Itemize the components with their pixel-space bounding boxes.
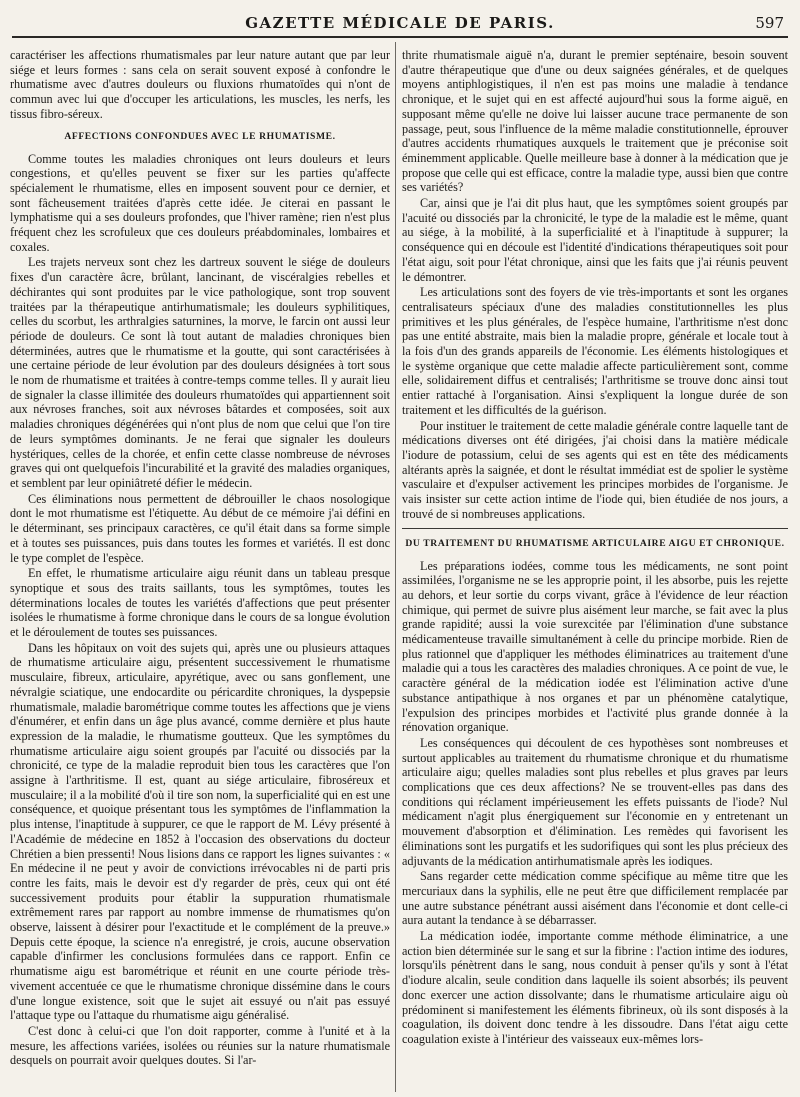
paragraph: Car, ainsi que je l'ai dit plus haut, que les symptômes soient groupés par l'acuité ou dissociés par la chronicité, le type de la maladie est le même, quant au siége, à la mobilité, à la superficialité et à l'inaptitude à suppurer; la conséquence qui en découle est l'identité d'indications thérapeutiques soit pour l'état aigu, soit pour l'état chronique, ainsi que les faits que j'ai réunis peuvent le démontrer.: [402, 196, 788, 284]
paragraph: caractériser les affections rhumatismales par leur nature autant que par leur siége et leurs formes : sans cela on serait souvent exposé à confondre le rhumatisme avec d'autres douleurs ou fluxions rhumatoïdes qui n'ont de commun avec lui que d'occuper les articulations, les muscles, les nerfs, les tissus fibro-séreux.: [10, 48, 390, 121]
left-column: [10, 48, 390, 1092]
paragraph: Dans les hôpitaux on voit des sujets qui, après une ou plusieurs attaques de rhumatisme articulaire aigu, présentent successivement le rhumatisme musculaire, fibreux, articulaire, apyrétique, avec ou sans gonflement, une névralgie sciatique, une endocardite ou péricardite chroniques, la dyspepsie rhumatismale, maladie barométrique comme toutes les affections que je viens d'énumérer, et enfin dans un âge plus avancé, comme dernière et plus haute expression de la maladie, le rhumatisme goutteux. Que les symptômes du rhumatisme articulaire aigu soient groupés par l'acuité ou dissociés par la chronicité, ce type de la maladie reproduit bien tous les caractères que l'on assigne à l'arthritisme. Il est, quant au siége articulaire, fibroséreux et musculaire; il a la mobilité d'où il tire son nom, la superficialité qui en est une conséquence, et quoique présentant tous les symptômes de l'inflammation la plus intense, l'inaptitude à suppurer, ce que le rapport de M. Lévy présenté à l'Académie de médecine en 1852 à l'occasion des observations du docteur Chrétien a bien pressenti! Nous lisions dans ce rapport les lignes suivantes : « En médecine il ne peut y avoir de convictions irrévocables ni de parti pris contre les faits, mais le devoir est d'y regarder de près, ceux qui ont été successivement produits pour établir la suppuration rhumatismale extrêmement rares par rapport au nombre immense de rhumatismes qu'on observe, laissent à désirer pour l'exactitude et le complément de la preuve.» Depuis cette époque, la science n'a enregistré, je crois, aucune observation capable d'infirmer les conclusions formulées dans ce rapport. Enfin ce rhumatisme aigu est barométrique et réunit en une courte période très-vivement accentuée ce que le rhumatisme chronique dissémine dans le cours d'une longue existence, soit que le sujet ait essuyé ou n'ait pas essuyé l'attaque type ou l'attaque du rhumatisme aigu généralisé.: [10, 640, 390, 1023]
paragraph: thrite rhumatismale aiguë n'a, durant le premier septénaire, besoin souvent d'autre thérapeutique que d'une ou deux saignées générales, et de quelques moyens antiphlogistiques, il n'en est pas moins une maladie à tendance chronique, et le sujet qui en est affecté aujourd'hui sous la forme aiguë, en supposant même qu'elle ne doive lui laisser aucune trace permanente de son passage, peut, sous l'influence de la même maladie constitutionnelle, éprouver d'autres accidents rhumatiques auxquels le traitement que je préconise soit éminemment applicable. Quelle meilleure base à donner à la médication que je propose que celle qui est efficace, contre la maladie type, aussi bien que contre ses variétés?: [402, 48, 788, 195]
paragraph: Les conséquences qui découlent de ces hypothèses sont nombreuses et surtout applicables au traitement du rhumatisme chronique et du rhumatisme articulaire aigu; quelles maladies sont plus rebelles et plus graves par leurs complications que ces deux affections? Ne se trouvent-elles pas dans des conditions qui réclament impérieusement les effets puissants de l'iode? Nul médicament n'agit plus énergiquement sur l'économie en y entretenant un mouvement d'absorption et d'élimination. Les remèdes qui favorisent les éliminations sont les purgatifs et les sudorifiques qui sont les plus précieux des adjuvants de la médication antirhumatismale après les iodiques.: [402, 735, 788, 868]
column-divider: [395, 42, 396, 1092]
section-separator: [402, 528, 788, 529]
page-header: [12, 12, 788, 38]
paragraph: Les trajets nerveux sont chez les dartreux souvent le siége de douleurs fixes d'un caractère âcre, brûlant, lancinant, de viscéralgies rebelles et déchirantes qui sont produites par le vice pathologique, sont trop souvent traitées par la thérapeutique antirhumatismale; les douleurs syphilitiques, celles du scorbut, les arthralgies saturnines, la morve, le farcin ont aussi leur période de douleurs. Ce sont là tout autant de maladies chroniques bien déterminées, autres que le rhumatisme et la goutte, qui sont caractérisées à une certaine période de leur évolution par des douleurs désignées à tort sous le nom de rhumatisme et traitées à contre-temps comme telles. Il y aurait lieu de signaler la classe illimitée des douleurs rhumatoïdes qui appartiennent soit aux névroses franches, soit aux névroses bâtardes et composées, soit aux maladies chroniques dégénérées qui n'ont plus de nom que celui que l'on tire de leurs symptômes dominants. Je ne ferai que signaler les douleurs hystériques, celles de la chorée, et enfin cette classe nombreuse de névroses graves qui ont quelquefois l'incurabilité et la gravité des maladies organiques, et semblent par leur opiniâtreté défier le médecin.: [10, 255, 390, 490]
paragraph: La médication iodée, importante comme méthode éliminatrice, a une action bien déterminée sur le sang et sur la fibrine : l'action intime des iodures, lorsqu'ils pénètrent dans le sang, nous conduit à penser qu'ils y sont à l'état d'iodure alcalin, seule condition dans laquelle ils soient absorbés; ils peuvent donc exercer une action dissolvante; dans le rhumatisme articulaire aigu où prédominent si manifestement les éléments fibrineux, où ils sont disposés à la coagulation, ils doivent donc tendre à les dissoudre. Dans l'état aigu cette coagulation existe à l'intérieur des vaisseaux eux-mêmes lors-: [402, 929, 788, 1046]
right-column: [402, 48, 788, 1092]
paragraph: Comme toutes les maladies chroniques ont leurs douleurs et leurs congestions, et qu'elles peuvent se fixer sur les parties qu'affecte spécialement le rhumatisme, elles en imposent souvent pour ce dernier, et sont fâcheusement traitées d'après cette idée. Je citerai en passant le lymphatisme qui a ses douleurs profondes, que l'hiver ramène; rien n'est plus fréquent chez les scrofuleux que ces douleurs préabdominales, lombaires et coxales.: [10, 151, 390, 254]
paragraph: Sans regarder cette médication comme spécifique au même titre que les mercuriaux dans la syphilis, elle ne peut être que difficilement remplacée par une autre substance pénétrant aussi aisément dans l'économie et dont celle-ci aura autant la tendance à se débarrasser.: [402, 869, 788, 928]
page-number: 597: [755, 14, 784, 32]
paragraph: Les préparations iodées, comme tous les médicaments, ne sont point assimilées, l'organisme ne se les approprie point, il les absorbe, puis les rejette au dehors, et leur sortie du corps vivant, grâce à l'évidence de leur réaction chimique, qui permet de suivre plus aisément leur marche, se fait avec la plus grande rapidité; aussi la voie surexcitée par l'élimination d'une substance médicamenteuse travaille simultanément à celle du principe morbide. Rien de plus rationnel que d'appliquer les méthodes éliminatrices au traitement d'une maladie qui a tous les caractères des maladies chroniques. A ce point de vue, le caractère général de la médication iodée est l'élimination active d'une substance antipathique à nos organes et par un phénomène catalytique, l'expulsion des principes morbides et l'activité plus grande donnée à la rénovation organique.: [402, 558, 788, 735]
paragraph: En effet, le rhumatisme articulaire aigu réunit dans un tableau presque synoptique et sous des traits saillants, tous les symptômes, toutes les déterminations locales de toutes les variétés d'affections que peut présenter isolées le rhumatisme à forme chronique dans le cours de sa longue évolution et le déroulement de toutes ses puissances.: [10, 566, 390, 640]
paragraph: Les articulations sont des foyers de vie très-importants et sont les organes centralisateurs spéciaux d'une des maladies constitutionnelles les plus primitives et les plus générales, de l'espèce humaine, l'arthritisme n'est donc pas une entité abstraite, mais bien la maladie propre, générale et locale tout à la fois d'un des grands appareils de l'économie. Les éléments histologiques et le système organique que cette maladie affecte particulièrement sont, comme elle, solidairement diffus et centralisés; l'arthritisme se trouve donc ainsi tout entier rattaché à l'organisation. Ainsi s'expliquent la longue durée de son traitement et les difficultés de la guérison.: [402, 285, 788, 417]
running-title: GAZETTE MÉDICALE DE PARIS.: [245, 14, 555, 32]
section-heading: DU TRAITEMENT DU RHUMATISME ARTICULAIRE AIGU ET CHRONIQUE.: [405, 537, 785, 549]
section-heading: AFFECTIONS CONFONDUES AVEC LE RHUMATISME.: [64, 130, 336, 142]
paragraph: Pour instituer le traitement de cette maladie générale contre laquelle tant de médications diverses ont été dirigées, j'ai choisi dans la matière médicale l'iodure de potassium, celui de ses agents qui est en tête des médicaments altérants après la saignée, et dont le résultat immédiat est de spolier le système vasculaire et d'expulser activement les principes morbides de l'organisme. Je vais insister sur cette action intime de l'iode qui, bien étudiée de nos jours, a trouvé de si nombreuses applications.: [402, 418, 788, 521]
paragraph: C'est donc à celui-ci que l'on doit rapporter, comme à l'unité et à la mesure, les affections variées, isolées ou réunies sur la nature rhumatismale desquels on pourrait avoir quelques doutes. Si l'ar-: [10, 1024, 390, 1068]
paragraph: Ces éliminations nous permettent de débrouiller le chaos nosologique dont le mot rhumatisme est l'étiquette. Au début de ce mémoire j'ai défini en le déterminant, ses principaux caractères, ce qu'il était dans sa forme simple et à toutes ses puissances, puis dans toutes les formes et variétés. Il est donc le type complet de l'espèce.: [10, 491, 390, 565]
